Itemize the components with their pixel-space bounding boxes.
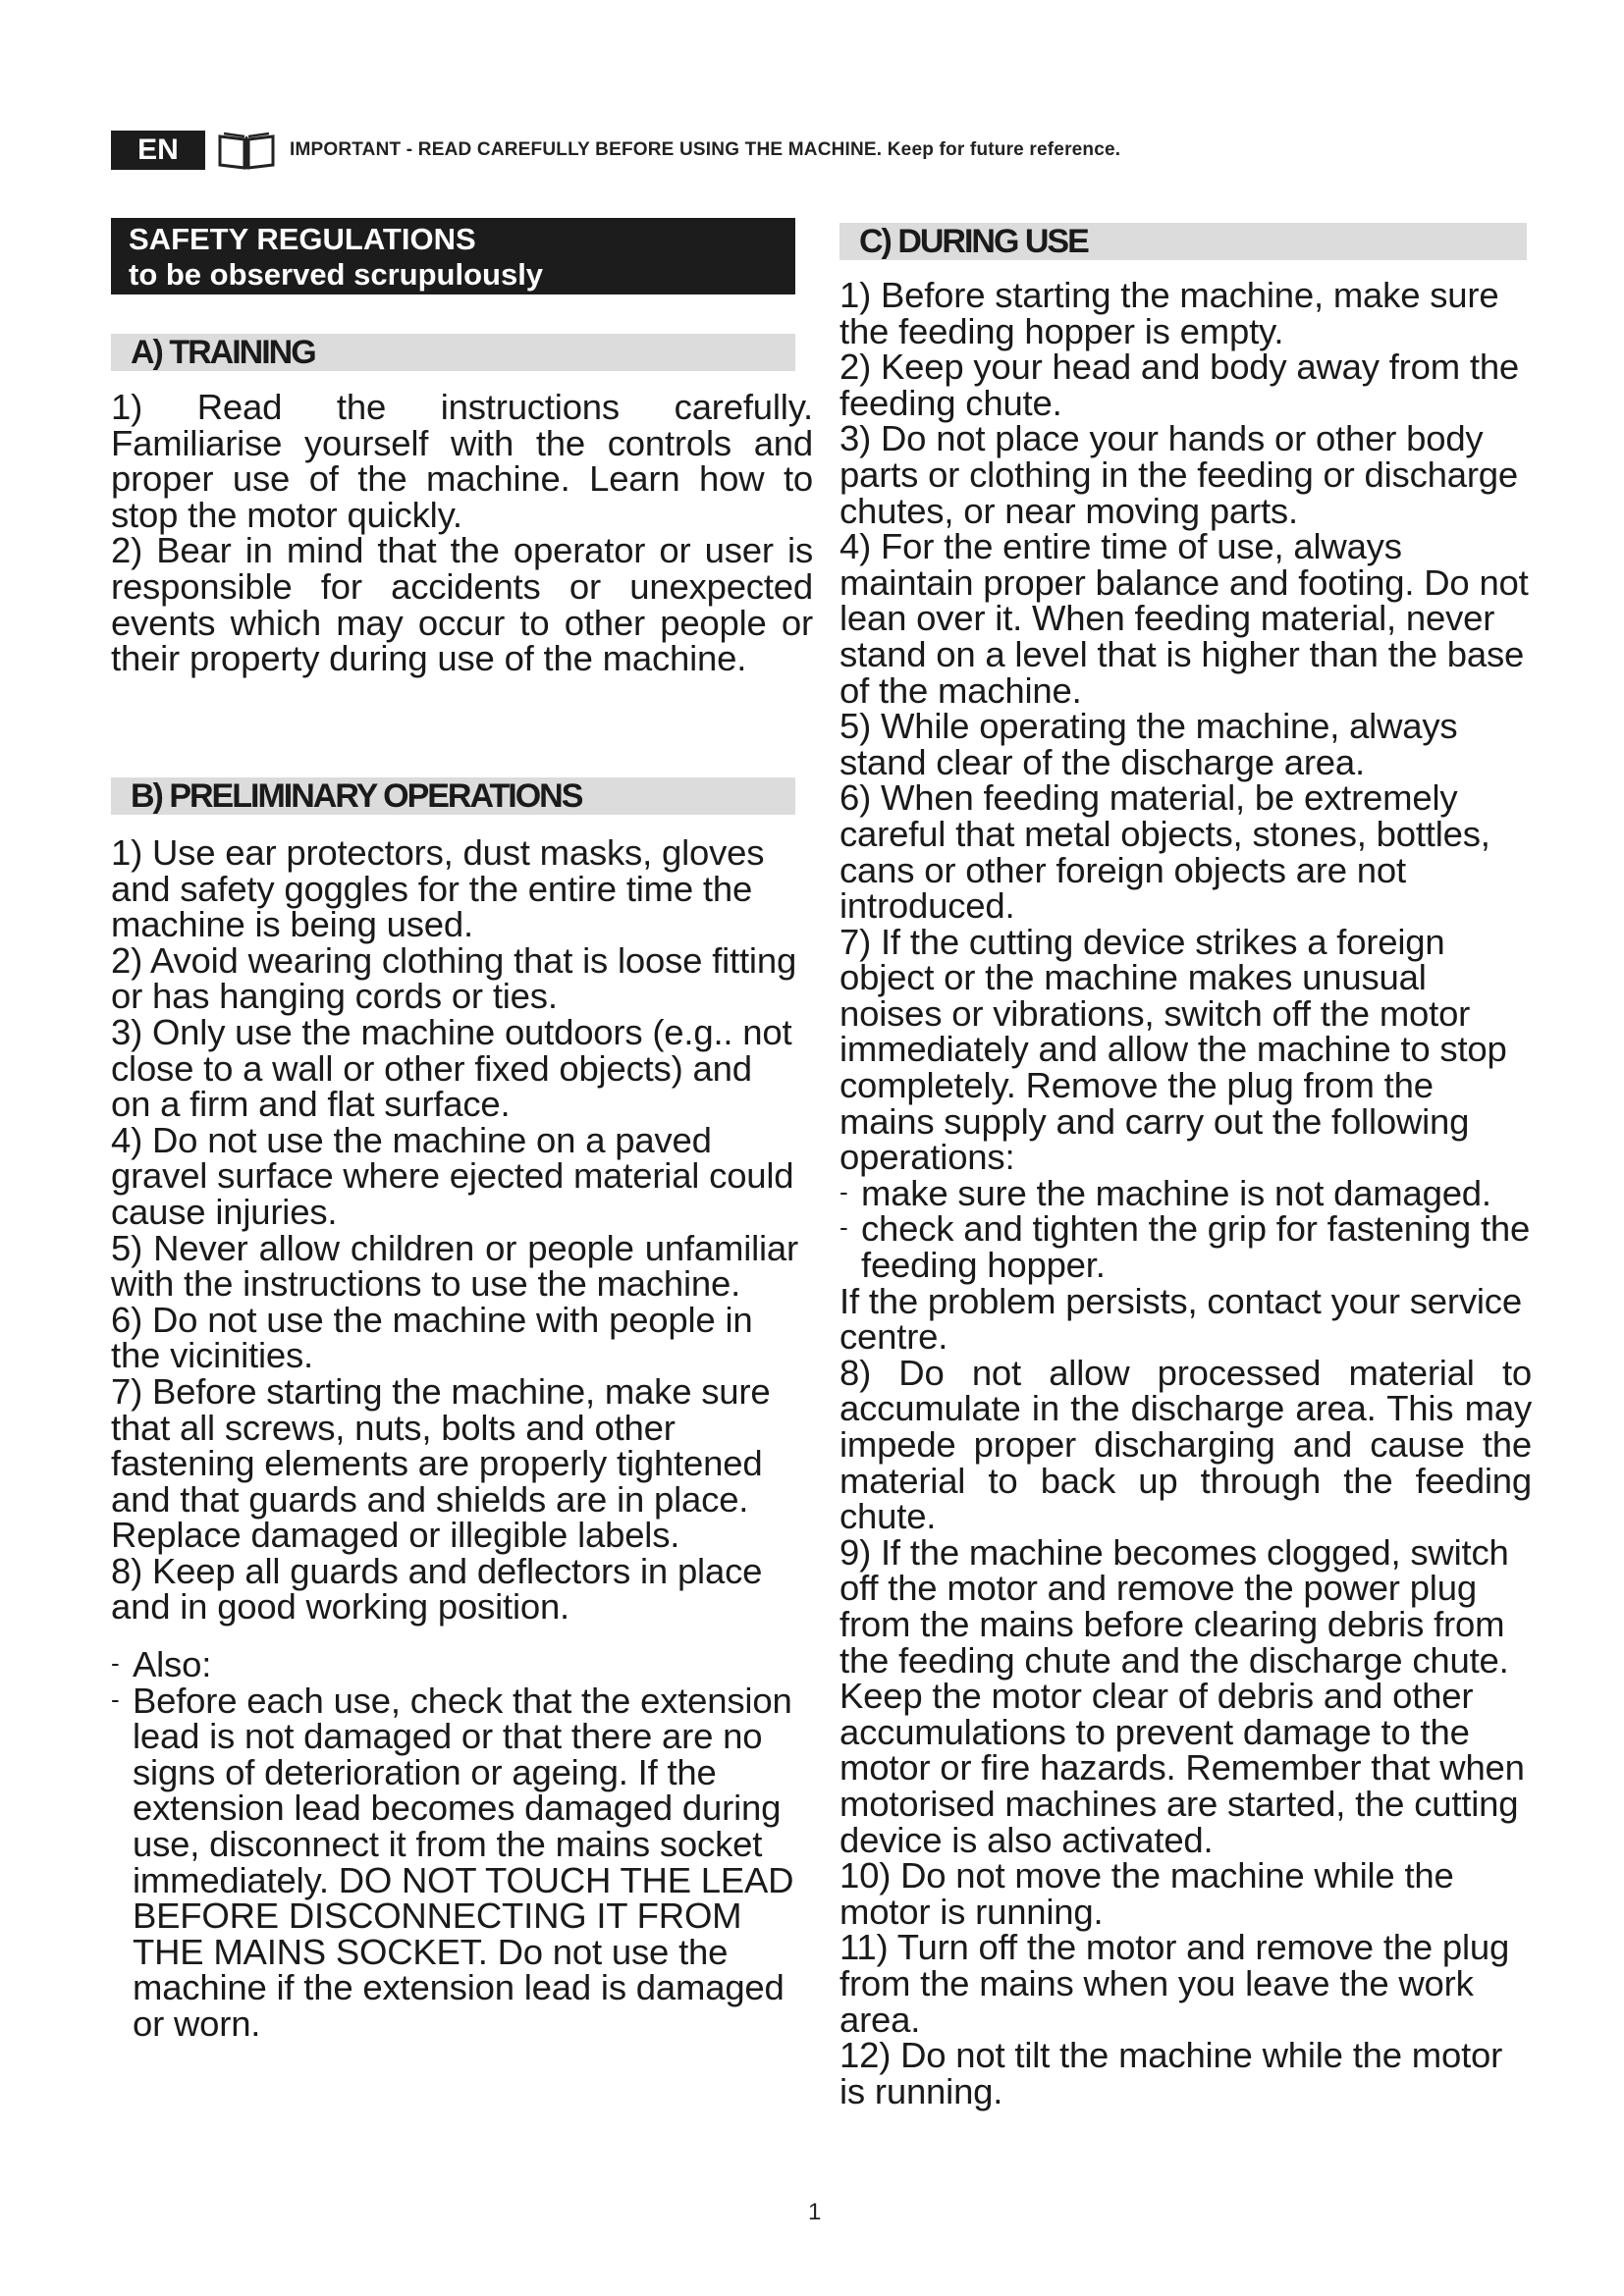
section-b-item-6: 6) Do not use the machine with people in the vicinities. <box>111 1299 753 1376</box>
section-c-item-1: 1) Before starting the machine, make sure the feeding hopper is empty. <box>839 275 1499 351</box>
section-c-item-4: 4) For the entire time of use, always maintain proper balance and footing. Do not lean over it. When feeding material, never stand on a level that is higher than the base of the machine. <box>839 526 1529 711</box>
safety-title: SAFETY REGULATIONS <box>129 222 476 256</box>
section-a-item-2: 2) Bear in mind that the operator or user is responsible for accidents or unexpected events which may occur to other people or their property during use of the machine. <box>111 530 813 679</box>
book-icon <box>217 131 276 170</box>
section-b-heading: B) PRELIMINARY OPERATIONS <box>111 777 795 815</box>
section-c-note: If the problem persists, contact your service centre. <box>839 1280 1522 1358</box>
language-badge: EN <box>111 131 205 170</box>
section-b-item-5: 5) Never allow children or people unfamiliar with the instructions to use the machine. <box>111 1227 798 1305</box>
section-b-item-8: 8) Keep all guards and deflectors in place and in good working position. <box>111 1550 763 1628</box>
safety-regulations-box <box>111 218 795 294</box>
section-c-item-6: 6) When feeding material, be extremely careful that metal objects, stones, bottles, cans or other foreign objects are not introduced. <box>839 777 1490 927</box>
section-b-item-2: 2) Avoid wearing clothing that is loose fitting or has hanging cords or ties. <box>111 939 797 1017</box>
section-c-bullet-1: - make sure the machine is not damaged. <box>839 1176 1532 1212</box>
section-b-bullet-1: - Also: <box>111 1647 798 1683</box>
section-a-heading: A) TRAINING <box>111 334 795 371</box>
page-number: 1 <box>808 2199 822 2225</box>
section-a-item-1: 1) Read the instructions carefully. Familiarise yourself with the controls and proper use of the machine. Learn how to stop the motor quickly. <box>111 387 813 535</box>
section-c-item-11: 11) Turn off the motor and remove the plug from the mains when you leave the work area. <box>839 1927 1510 2040</box>
section-c-item-2: 2) Keep your head and body away from the feeding chute. <box>839 347 1520 423</box>
section-c-item-3: 3) Do not place your hands or other body parts or clothing in the feeding or discharge chutes, or near moving parts. <box>839 418 1519 531</box>
section-a-body <box>111 387 813 679</box>
header-notice: IMPORTANT - READ CAREFULLY BEFORE USING THE MACHINE. Keep for future reference. <box>290 139 1121 160</box>
section-b-item-4: 4) Do not use the machine on a paved gravel surface where ejected material could cause injuries. <box>111 1119 794 1232</box>
safety-subtitle: to be observed scrupulously <box>129 257 544 292</box>
header-bar <box>111 131 1120 170</box>
section-c-heading: C) DURING USE <box>839 223 1527 260</box>
section-c-item-8: 8) Do not allow processed material to accumulate in the discharge area. This may impede proper discharging and cause the material to back up through the feeding chute. <box>839 1352 1532 1537</box>
section-b-bullet-2: - Before each use, check that the extension lead is not damaged or that there are no signs of deterioration or ageing. If the extension lead becomes damaged during use, disconnect it from the mains socket immediately. DO NOT TOUCH THE LEAD BEFORE DISCONNECTING IT FROM THE MAINS SOCKET. Do not use the machine if the extension lead is damaged or worn. <box>111 1683 798 2043</box>
section-c-item-7: 7) If the cutting device strikes a foreign object or the machine makes unusual noises or vibrations, switch off the motor immediately and allow the machine to stop completely. Remove the plug from the mains supply and carry out the following operations: <box>839 921 1507 1178</box>
section-c-bullet-2: - check and tighten the grip for fastening the feeding hopper. <box>839 1211 1532 1283</box>
section-c-item-10: 10) Do not move the machine while the motor is running. <box>839 1855 1454 1932</box>
section-c-item-12: 12) Do not tilt the machine while the motor is running. <box>839 2035 1503 2111</box>
section-c-body <box>839 275 1532 2111</box>
section-c-item-5: 5) While operating the machine, always stand clear of the discharge area. <box>839 706 1458 782</box>
section-b-item-7: 7) Before starting the machine, make sure that all screws, nuts, bolts and other fastening elements are properly tightened and that guards and shields are in place. Replace damaged or illegible labels. <box>111 1370 771 1556</box>
section-b-item-3: 3) Only use the machine outdoors (e.g.. not close to a wall or other fixed objects) and on a firm and flat surface. <box>111 1011 792 1125</box>
section-b-item-1: 1) Use ear protectors, dust masks, gloves and safety goggles for the entire time the machine is being used. <box>111 832 765 945</box>
section-c-item-9: 9) If the machine becomes clogged, switch off the motor and remove the power plug from the mains before clearing debris from the feeding chute and the discharge chute. Keep the motor clear of debris and other accumulations to prevent damage to the motor or fire hazards. Remember that when motorised machines are started, the cutting device is also activated. <box>839 1531 1525 1860</box>
section-b-body <box>111 832 798 2044</box>
